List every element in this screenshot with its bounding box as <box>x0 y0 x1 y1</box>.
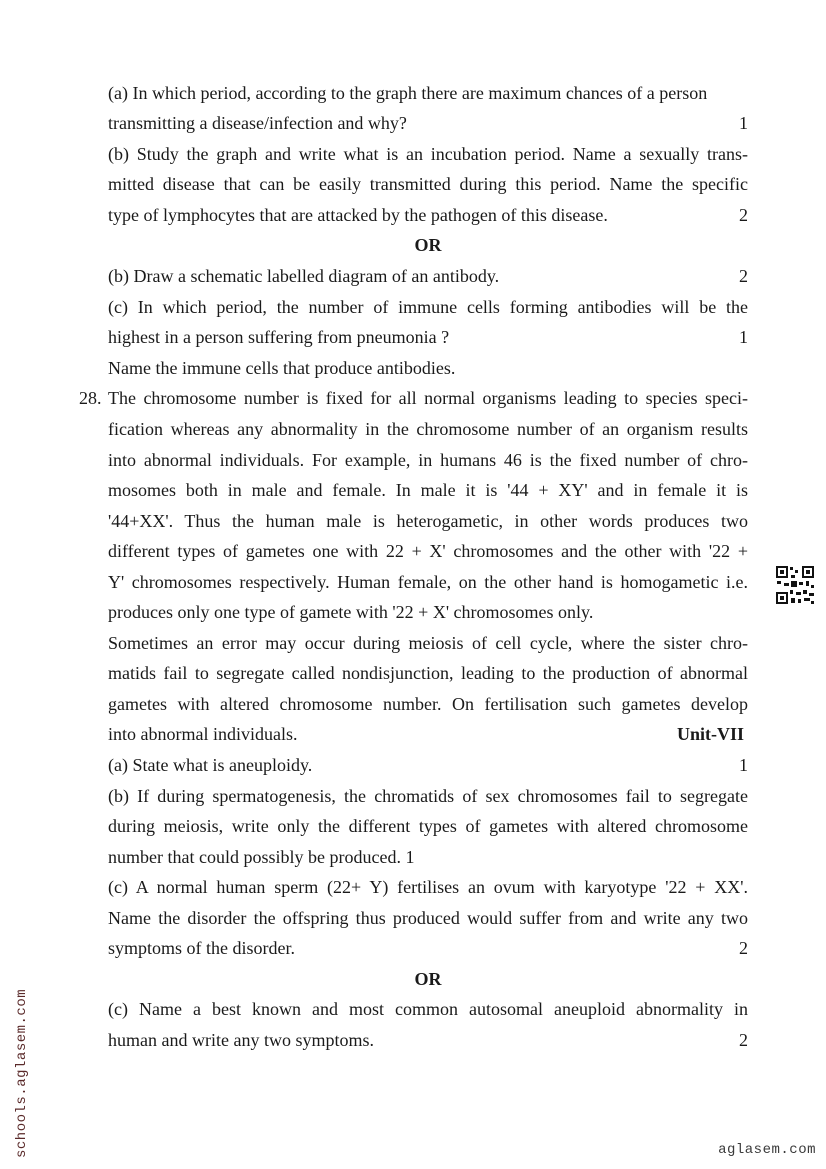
q28c-alt-line2 <box>108 1025 748 1056</box>
q28-para2-line4 <box>108 719 748 750</box>
q28-para2-line3: gametes with altered chromosome number. On fertilisation such gametes develop <box>108 694 748 714</box>
q27b-alt-text: (b) Draw a schematic labelled diagram of an antibody. <box>108 266 500 286</box>
or-divider-2: OR <box>414 969 442 989</box>
q28-para1-line2: fication whereas any abnormality in the chromosome number of an organism results <box>108 419 748 439</box>
q27c-line2-text: highest in a person suffering from pneumonia ? <box>108 327 450 347</box>
q28-para1-line7: Y' chromosomes respectively. Human female, on the other hand is homogametic i.e. <box>108 572 748 592</box>
q28-para2-line4-text: into abnormal individuals. <box>108 724 298 744</box>
q28c-line2: Name the disorder the offspring thus produced would suffer from and write any two <box>108 908 748 928</box>
q27a-line1: (a) In which period, according to the graph there are maximum chances of a person <box>108 83 708 103</box>
q28c-alt-line1: (c) Name a best known and most common autosomal aneuploid abnormality in <box>108 999 748 1019</box>
q28a-text: (a) State what is aneuploidy. <box>108 755 313 775</box>
q28-para1-line3: into abnormal individuals. For example, in humans 46 is the fixed number of chro- <box>108 450 748 470</box>
q27b-line2: mitted disease that can be easily transmitted during this period. Name the specific <box>108 174 748 194</box>
q28c-alt-line2-text: human and write any two symptoms. <box>108 1030 374 1050</box>
q28a-line <box>108 750 748 781</box>
q28-para1-line1: The chromosome number is fixed for all normal organisms leading to species speci- <box>108 388 748 408</box>
q27b-marks: 2 <box>739 205 748 225</box>
q27b-line3-text: type of lymphocytes that are attacked by the pathogen of this disease. <box>108 205 608 225</box>
q27c-line3: Name the immune cells that produce antibodies. <box>108 358 456 378</box>
q27b-alt-line <box>108 261 748 292</box>
q28-para2-line2: matids fail to segregate called nondisjunction, leading to the production of abnormal <box>108 663 748 683</box>
q28c-line1: (c) A normal human sperm (22+ Y) fertilises an ovum with karyotype '22 + XX'. <box>108 877 748 897</box>
q28c-alt-marks: 2 <box>739 1030 748 1050</box>
side-watermark: schools.aglasem.com <box>14 988 30 1158</box>
footer-watermark: aglasem.com <box>718 1142 816 1158</box>
q28b-line3: number that could possibly be produced. 1 <box>108 847 415 867</box>
q28c-marks: 2 <box>739 938 748 958</box>
or-divider-1: OR <box>414 235 442 255</box>
qr-code-icon <box>775 565 815 605</box>
q27b-line1: (b) Study the graph and write what is an incubation period. Name a sexually trans- <box>108 144 748 164</box>
q28b-line1: (b) If during spermatogenesis, the chromatids of sex chromosomes fail to segregate <box>108 786 748 806</box>
q27a-line2 <box>108 108 748 139</box>
q27b-line3 <box>108 200 748 231</box>
q27c-line1: (c) In which period, the number of immune cells forming antibodies will be the <box>108 297 748 317</box>
q28c-line3 <box>108 933 748 964</box>
q28-para1-line8: produces only one type of gamete with '22 + X' chromosomes only. <box>108 602 594 622</box>
q27a-marks: 1 <box>739 113 748 133</box>
q28-para1-line5: '44+XX'. Thus the human male is heterogametic, in other words produces two <box>108 511 748 531</box>
q27c-line2 <box>108 322 748 353</box>
q28-para1-line6: different types of gametes one with 22 + X' chromosomes and the other with '22 + <box>108 541 748 561</box>
q27a-line2-text: transmitting a disease/infection and why? <box>108 113 407 133</box>
q28a-marks: 1 <box>739 755 748 775</box>
q27b-alt-marks: 2 <box>739 266 748 286</box>
unit-label: Unit-VII <box>676 724 744 744</box>
q28-para2-line1: Sometimes an error may occur during meiosis of cell cycle, where the sister chro- <box>108 633 748 653</box>
q27c-marks: 1 <box>739 327 748 347</box>
q28-para1-line4: mosomes both in male and female. In male it is '44 + XY' and in female it is <box>108 480 748 500</box>
q28c-line3-text: symptoms of the disorder. <box>108 938 295 958</box>
q28b-line2: during meiosis, write only the different types of gametes with altered chromosome <box>108 816 748 836</box>
question-number-28: 28. <box>79 388 102 408</box>
